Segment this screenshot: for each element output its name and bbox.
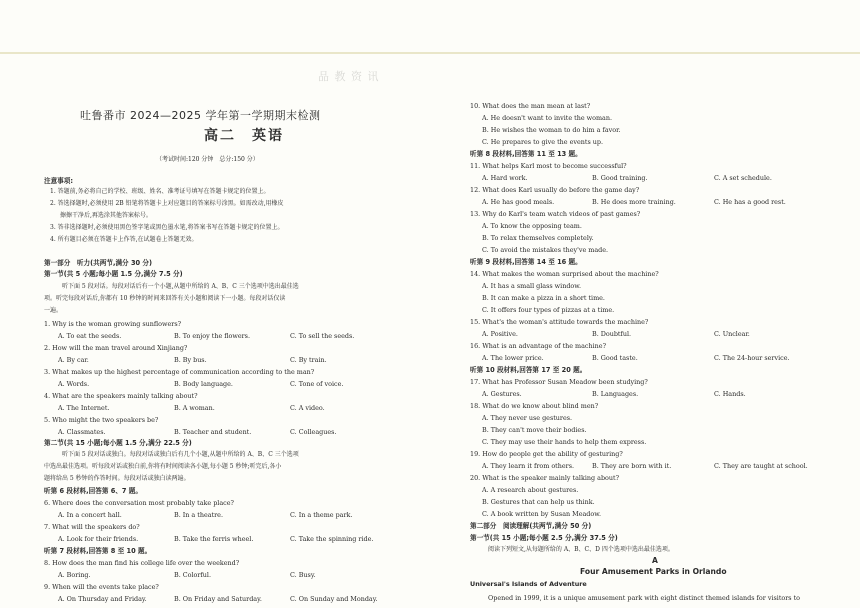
option-c: C. He prepares to give the events up.: [482, 138, 603, 146]
exam-title: 吐鲁番市 2024—2025 学年第一学期期末检测: [80, 109, 321, 122]
option-a: A. He doesn't want to invite the woman.: [482, 114, 613, 122]
question-14: 14. What makes the woman surprised about the machine?: [470, 270, 659, 278]
notice-line: 1. 答题前,务必将自己的学校、班级、姓名、准考证号填写在答题卡规定的位置上。: [50, 188, 270, 195]
option-a: A. To know the opposing team.: [482, 222, 582, 230]
option-b: B. Teacher and student.: [174, 428, 252, 436]
question-12: 12. What does Karl usually do before the game day?: [470, 186, 640, 194]
option-b: B. Good training.: [592, 174, 648, 182]
option-a: A. They learn it from others.: [482, 462, 574, 470]
section1-heading: 第一节(共 5 小题;每小题 1.5 分,满分 7.5 分): [44, 270, 183, 278]
part2-heading: 第二部分 阅读理解(共两节,满分 50 分): [470, 522, 592, 530]
option-b: B. Languages.: [592, 390, 639, 398]
option-a: A. In a concert hall.: [58, 511, 122, 519]
part1-heading: 第一部分 听力(共两节,满分 30 分): [44, 259, 153, 267]
option-a: A. Words.: [58, 380, 90, 388]
material-heading: 听第 10 段材料,回答第 17 至 20 题。: [470, 366, 587, 374]
option-b: B. Good taste.: [592, 354, 638, 362]
option-a: A. A research about gestures.: [482, 486, 579, 494]
option-c: C. By train.: [290, 356, 327, 364]
option-b: B. A woman.: [174, 404, 215, 412]
direction-line: 中选出最佳选项。听每段对话或独白前,你将有时间阅读各小题,每小题 5 秒钟;听完后,各小: [44, 463, 282, 470]
option-a: A. The Internet.: [58, 404, 110, 412]
material-heading: 听第 7 段材料,回答第 8 至 10 题。: [44, 547, 152, 555]
option-c: C. Hands.: [714, 390, 746, 398]
option-a: A. On Thursday and Friday.: [58, 595, 147, 603]
option-b: B. To relax themselves completely.: [482, 234, 594, 242]
question-7: 7. What will the speakers do?: [44, 523, 140, 531]
question-9: 9. When will the events take place?: [44, 583, 159, 591]
option-c: C. On Sunday and Monday.: [290, 595, 378, 603]
option-b: B. Doubtful.: [592, 330, 632, 338]
option-a: A. Boring.: [58, 571, 91, 579]
question-13: 13. Why do Karl's team watch videos of past games?: [470, 210, 641, 218]
passage-title: Four Amusement Parks in Orlando: [580, 567, 727, 576]
material-heading: 听第 8 段材料,回答第 11 至 13 题。: [470, 150, 582, 158]
option-b: B. It can make a pizza in a short time.: [482, 294, 605, 302]
option-c: C. The 24-hour service.: [714, 354, 790, 362]
direction-line: 听下面 5 段对话或独白。每段对话或独白后有几个小题,从题中所给的 A、B、C 三个选项: [62, 451, 299, 458]
option-c: C. To sell the seeds.: [290, 332, 355, 340]
option-c: C. They are taught at school.: [714, 462, 808, 470]
option-b: B. Body language.: [174, 380, 233, 388]
question-4: 4. What are the speakers mainly talking about?: [44, 392, 198, 400]
question-1: 1. Why is the woman growing sunflowers?: [44, 320, 182, 328]
option-a: A. They never use gestures.: [482, 414, 573, 422]
option-c: C. It offers four types of pizzas at a time.: [482, 306, 615, 314]
passage-letter: A: [652, 556, 658, 565]
option-a: A. The lower price.: [482, 354, 544, 362]
option-b: B. Colorful.: [174, 571, 211, 579]
question-3: 3. What makes up the highest percentage of communication according to the man?: [44, 368, 315, 376]
direction-line: 一遍。: [44, 307, 63, 314]
direction-line: 题将给出 5 秒钟的作答时间。每段对话或独白读两遍。: [44, 475, 190, 482]
option-c: C. A book written by Susan Meadow.: [482, 510, 601, 518]
notice-line: 4. 所有题目必须在答题卡上作答,在试题卷上答题无效。: [50, 236, 198, 243]
question-17: 17. What has Professor Susan Meadow been studying?: [470, 378, 648, 386]
notice-line: 3. 答非选择题时,必须使用黑色签字笔或黑色墨水笔,将答案书写在答题卡规定的位置上。: [50, 224, 284, 231]
question-15: 15. What's the woman's attitude towards the machine?: [470, 318, 649, 326]
option-c: C. In a theme park.: [290, 511, 353, 519]
question-18: 18. What do we know about blind men?: [470, 402, 599, 410]
question-19: 19. How do people get the ability of gesturing?: [470, 450, 623, 458]
option-a: A. By car.: [58, 356, 89, 364]
top-divider: [0, 52, 860, 54]
question-16: 16. What is an advantage of the machine?: [470, 342, 606, 350]
option-b: B. He wishes the woman to do him a favor.: [482, 126, 621, 134]
watermark-stamp: 品 教 资 讯: [318, 70, 380, 83]
question-20: 20. What is the speaker mainly talking about?: [470, 474, 619, 482]
option-c: C. Colleagues.: [290, 428, 337, 436]
option-a: A. To eat the seeds.: [58, 332, 122, 340]
option-a: A. Positive.: [482, 330, 518, 338]
exam-info: （考试时间:120 分钟 总分:150 分）: [156, 156, 259, 163]
question-2: 2. How will the man travel around Xinjiang?: [44, 344, 188, 352]
option-c: C. Unclear.: [714, 330, 750, 338]
section2-heading: 第二节(共 15 小题;每小题 1.5 分,满分 22.5 分): [44, 439, 192, 447]
option-b: B. Gestures that can help us think.: [482, 498, 595, 506]
option-c: C. They may use their hands to help them express.: [482, 438, 647, 446]
option-b: B. They are born with it.: [592, 462, 672, 470]
option-b: B. By bus.: [174, 356, 207, 364]
option-a: A. Look for their friends.: [58, 535, 139, 543]
material-heading: 听第 9 段材料,回答第 14 至 16 题。: [470, 258, 582, 266]
question-6: 6. Where does the conversation most probably take place?: [44, 499, 234, 507]
option-a: A. It has a small glass window.: [482, 282, 581, 290]
option-a: A. Hard work.: [482, 174, 528, 182]
option-c: C. To avoid the mistakes they've made.: [482, 246, 609, 254]
option-a: A. Classmates.: [58, 428, 106, 436]
question-8: 8. How does the man find his college life over the weekend?: [44, 559, 240, 567]
option-a: A. He has good meals.: [482, 198, 555, 206]
question-5: 5. Who might the two speakers be?: [44, 416, 159, 424]
option-c: C. A set schedule.: [714, 174, 772, 182]
option-b: B. Take the ferris wheel.: [174, 535, 254, 543]
option-a: A. Gestures.: [482, 390, 522, 398]
option-c: C. Tone of voice.: [290, 380, 344, 388]
option-b: B. He does more training.: [592, 198, 676, 206]
question-11: 11. What helps Karl most to become successful?: [470, 162, 627, 170]
option-b: B. On Friday and Saturday.: [174, 595, 262, 603]
notice-line: 2. 答选择题时,必须使用 2B 铅笔将答题卡上对应题目的答案标号涂黑。如需改动,用橡皮: [50, 200, 284, 207]
direction-line: 阅读下列短文,从每题所给的 A、B、C、D 四个选项中选出最佳选项。: [488, 546, 674, 553]
notice-line: 擦擦干净后,再选涂其他答案标号。: [60, 212, 152, 219]
question-10: 10. What does the man mean at last?: [470, 102, 591, 110]
direction-line: 听下面 5 段对话。每段对话后有一个小题,从题中所给的 A、B、C 三个选项中选出最佳选: [62, 283, 299, 290]
passage-subheading: Universal's Islands of Adventure: [470, 580, 587, 588]
passage-text: Opened in 1999, it is a unique amusement park with eight distinct themed islands for visitors to: [488, 594, 801, 602]
option-b: B. To enjoy the flowers.: [174, 332, 250, 340]
exam-subtitle: 高二 英语: [204, 128, 284, 144]
direction-line: 项。听完每段对话后,你都有 10 秒钟的时间来回答有关小题和阅读下一小题。每段对话仅读: [44, 295, 286, 302]
option-b: B. In a theatre.: [174, 511, 223, 519]
option-b: B. They can't move their bodies.: [482, 426, 587, 434]
part2-section1-heading: 第一节(共 15 小题;每小题 2.5 分,满分 37.5 分): [470, 534, 618, 542]
option-c: C. Take the spinning ride.: [290, 535, 374, 543]
material-heading: 听第 6 段材料,回答第 6、7 题。: [44, 487, 142, 495]
option-c: C. Busy.: [290, 571, 316, 579]
notice-title: 注意事项:: [44, 177, 74, 185]
option-c: C. A video.: [290, 404, 325, 412]
option-c: C. He has a good rest.: [714, 198, 786, 206]
